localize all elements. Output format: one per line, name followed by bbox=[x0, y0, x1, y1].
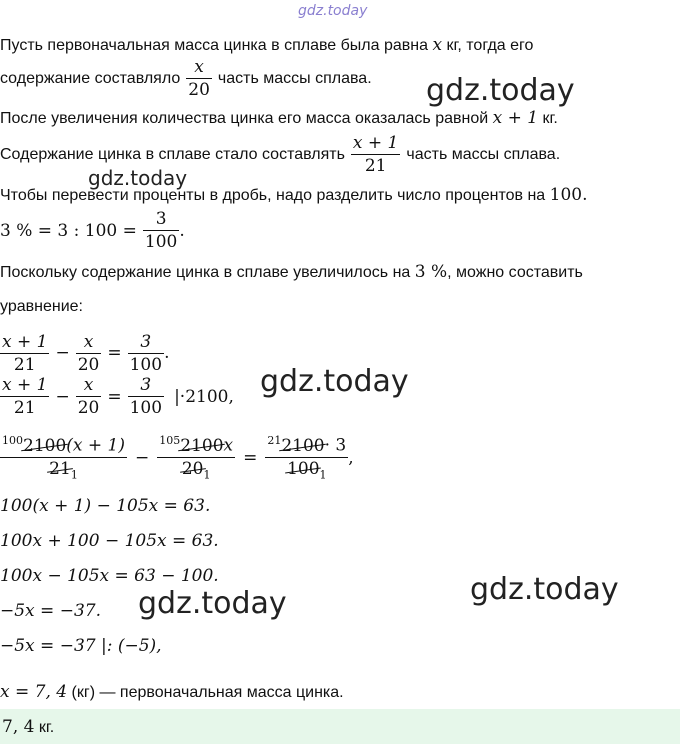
step-1: 100(x + 1) − 105x = 63. bbox=[0, 496, 211, 516]
eq1-frac1 bbox=[0, 332, 49, 374]
eq3-num2: x bbox=[223, 435, 234, 456]
eq1-num1: x + 1 bbox=[2, 332, 48, 352]
eq3-factor1: 100 bbox=[2, 434, 23, 447]
eq3-cancelled-2100b: 2100 bbox=[180, 435, 224, 456]
line5-text: Чтобы перевести проценты в дробь, надо разделить число процентов на bbox=[0, 187, 546, 204]
line4-tail: часть массы сплава. bbox=[406, 145, 561, 163]
eq2-num2: x bbox=[83, 375, 94, 395]
line1-var: x bbox=[432, 35, 443, 55]
step-4: −5x = −37. bbox=[0, 601, 101, 621]
eq3-num1: (x + 1) bbox=[66, 435, 125, 456]
eq2-multiplier: |·2100, bbox=[174, 386, 234, 407]
eq3-factor2: 105 bbox=[159, 434, 181, 447]
step-5: −5x = −37 |: (−5), bbox=[0, 636, 162, 656]
eq2-num3: 3 bbox=[140, 375, 152, 395]
fraction-denominator: 21 bbox=[364, 156, 387, 176]
eq3-den3-sub: 1 bbox=[319, 468, 327, 482]
eq3-frac1 bbox=[0, 430, 127, 486]
eq3-num3: · 3 bbox=[324, 435, 347, 456]
eq1-num3: 3 bbox=[140, 332, 152, 352]
watermark-5: gdz.today bbox=[138, 586, 287, 621]
watermark-4: gdz.today bbox=[470, 572, 619, 607]
answer-line bbox=[2, 717, 54, 738]
eq2-den2: 20 bbox=[77, 398, 100, 418]
text-line-5 bbox=[0, 185, 587, 206]
eq2-frac2 bbox=[76, 374, 102, 419]
answer-block bbox=[0, 709, 680, 744]
eq1-num2: x bbox=[83, 332, 94, 352]
watermark-3: gdz.today bbox=[260, 364, 409, 399]
line3-text: После увеличения количества цинка его масса оказалась равной bbox=[0, 110, 489, 127]
eq3-factor3: 21 bbox=[267, 434, 282, 447]
line5-number: 100. bbox=[549, 185, 588, 205]
line7-text: Поскольку содержание цинка в сплаве увеличилось на bbox=[0, 264, 411, 281]
line7-value: 3 % bbox=[414, 262, 448, 282]
fraction-3-100 bbox=[143, 208, 179, 253]
text-line-7 bbox=[0, 262, 583, 283]
eq3-den1-sub: 1 bbox=[70, 468, 78, 482]
eq3-frac2 bbox=[157, 430, 235, 486]
eq2-frac1 bbox=[0, 374, 49, 419]
watermark-1: gdz.today bbox=[426, 73, 575, 108]
fraction-numerator: x bbox=[194, 57, 204, 77]
fraction-x1-21 bbox=[351, 132, 400, 177]
text-line-2 bbox=[0, 56, 372, 101]
text-line-8: уравнение: bbox=[0, 298, 83, 315]
line1-text: Пусть первоначальная масса цинка в сплаве была равна bbox=[0, 37, 428, 54]
text-line-3 bbox=[0, 108, 558, 129]
line3-tail: кг. bbox=[542, 110, 558, 127]
step-3: 100x − 105x = 63 − 100. bbox=[0, 566, 219, 586]
line2-text: содержание составляло bbox=[0, 69, 181, 87]
percent-conversion: 3 % = 3 : 100 = $\frac{3}{100}$ . bbox=[0, 209, 185, 252]
equation-3: $\frac{^{100}2100(x + 1)}{21_1}$ − $\frac{^{105}2100x}{20_1}$ = $\frac{^{21}2100\cdot 3}{100_1}$ , bbox=[0, 430, 354, 486]
step-2: 100x + 100 − 105x = 63. bbox=[0, 531, 219, 551]
eq3-den2-sub: 1 bbox=[203, 468, 211, 482]
fraction-denominator: 100 bbox=[144, 232, 178, 252]
step6-expr: x = 7, 4 bbox=[0, 682, 68, 702]
watermark-top: gdz.today bbox=[298, 3, 368, 19]
eq2-frac3 bbox=[128, 374, 164, 419]
eq3-cancelled-2100: 2100 bbox=[23, 435, 67, 456]
fraction-x-20 bbox=[186, 56, 212, 101]
eq2-num1: x + 1 bbox=[2, 375, 48, 395]
equation-1: $\frac{x + 1}{21}$ − $\frac{x}{20}$ = $\frac{3}{100}$ . bbox=[2, 332, 170, 374]
eq2-den1: 21 bbox=[13, 398, 36, 418]
eq1-den3: 100 bbox=[129, 354, 163, 374]
step-6 bbox=[0, 682, 344, 703]
text-line-1 bbox=[0, 35, 533, 56]
text-line-4 bbox=[0, 132, 560, 177]
answer-unit: кг. bbox=[38, 719, 55, 736]
eq1-frac3 bbox=[128, 332, 164, 374]
eq3-cancelled-20: 20 bbox=[181, 458, 204, 479]
eq3-cancelled-100: 100 bbox=[287, 458, 320, 479]
line7-tail: , можно составить bbox=[447, 264, 583, 281]
line4-text: Содержание цинка в сплаве стало составлять bbox=[0, 145, 345, 163]
eq3-cancelled-2100c: 2100 bbox=[281, 435, 325, 456]
fraction-numerator: x + 1 bbox=[352, 133, 399, 153]
equation-2: $\frac{x + 1}{21}$ − $\frac{x}{20}$ = $\frac{3}{100}$ |·2100, bbox=[2, 375, 234, 418]
eq3-frac3 bbox=[265, 430, 348, 486]
percent-expression: 3 % = 3 : 100 = bbox=[0, 220, 137, 241]
eq1-den1: 21 bbox=[13, 354, 36, 374]
eq3-cancelled-21: 21 bbox=[49, 458, 71, 479]
fraction-numerator: 3 bbox=[155, 209, 167, 229]
line3-expr: x + 1 bbox=[492, 108, 539, 128]
line2-tail: часть массы сплава. bbox=[217, 69, 372, 87]
step6-tail: (кг) — первоначальная масса цинка. bbox=[71, 684, 344, 701]
answer-value: 7, 4 bbox=[2, 717, 35, 737]
watermark-2: gdz.today bbox=[88, 166, 188, 190]
fraction-denominator: 20 bbox=[188, 80, 210, 100]
eq1-den2: 20 bbox=[77, 354, 100, 374]
eq2-den3: 100 bbox=[129, 398, 163, 418]
line1-tail: кг, тогда его bbox=[446, 37, 534, 54]
eq1-frac2 bbox=[76, 332, 102, 374]
